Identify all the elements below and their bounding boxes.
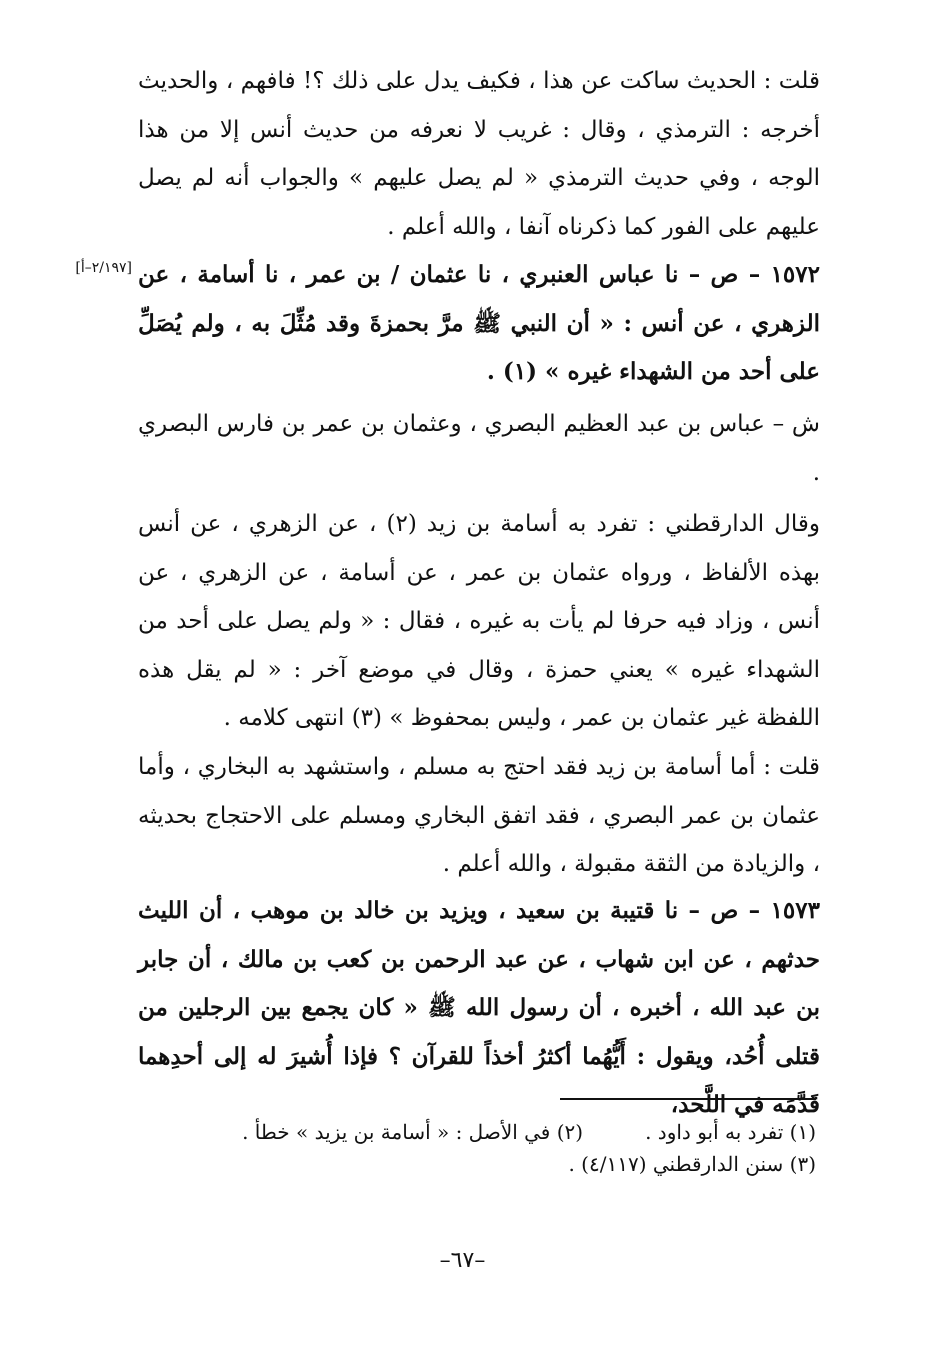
footnote-3: (٣) سنن الدارقطني (٤/١١٧) . bbox=[568, 1152, 816, 1176]
paragraph-qult-2: قلت : أما أسامة بن زيد فقد احتج به مسلم ، واستشهد به البخاري ، وأما عثمان بن عمر البصري ، فقد اتفق البخاري ومسلم على الاحتجاج بحديثه ، والزيادة من الثقة مقبولة ، والله أعلم . bbox=[138, 754, 820, 877]
footnote-row bbox=[138, 1116, 816, 1148]
footnote-1: (١) تفرد به أبو داود . bbox=[645, 1120, 816, 1144]
margin-manuscript-reference: [٢/١٩٧–أ] bbox=[75, 260, 132, 276]
paragraph-daraqutni: وقال الدارقطني : تفرد به أسامة بن زيد (٢) ، عن الزهري ، عن أنس بهذه الألفاظ ، ورواه عثمان بن عمر ، عن أسامة ، عن الزهري ، عن أنس ، وزاد فيه حرفا لم يأت به غيره ، فقال : « ولم يصل على أحد من الشهداء غيره » يعني حمزة ، وقال في موضع آخر : « لم يقل هذه اللفظة غير عثمان بن عمر ، وليس بمحفوظ » (٣) انتهى كلامه . bbox=[138, 511, 820, 731]
footnotes bbox=[138, 1116, 816, 1180]
page-number: –٦٧– bbox=[439, 1248, 486, 1273]
paragraph-sharh: ش – عباس بن عبد العظيم البصري ، وعثمان بن عمر بن فارس البصري . bbox=[138, 411, 820, 486]
footnote-separator bbox=[560, 1098, 816, 1100]
footnote-2: (٢) في الأصل : « أسامة بن يزيد » خطأ . bbox=[242, 1120, 584, 1144]
footnote-row bbox=[138, 1148, 816, 1180]
hadith-1572: ١٥٧٢ – ص – نا عباس العنبري ، نا عثمان / بن عمر ، نا أسامة ، عن الزهري ، عن أنس : « أن النبي ﷺ مرَّ بحمزةَ وقد مُثِّلَ به ، ولم يُصَلِّ على أحد من الشهداء غيره » (١) . bbox=[138, 261, 820, 385]
paragraph-qult-1: قلت : الحديث ساكت عن هذا ، فكيف يدل على ذلك ؟! فافهم ، والحديث أخرجه : الترمذي ، وقال : غريب لا نعرفه من حديث أنس إلا من هذا الوجه ، وفي حديث الترمذي « لم يصل عليهم » والجواب أنه لم يصل عليهم على الفور كما ذكرناه آنفا ، والله أعلم . bbox=[138, 68, 820, 240]
hadith-1573: ١٥٧٣ – ص – نا قتيبة بن سعيد ، ويزيد بن خالد بن موهب ، أن الليث حدثهم ، عن ابن شهاب ، عن عبد الرحمن بن كعب بن مالك ، أن جابر بن عبد الله ، أخبره ، أن رسول الله ﷺ « كان يجمع بين الرجلين من قتلى أُحُد، ويقول : أَيُّهُما أكثرُ أخذاً للقرآن ؟ فإذا أُشيرَ له إلى أحدِهما قَدَّمَه في اللَّحد، bbox=[138, 897, 820, 1118]
